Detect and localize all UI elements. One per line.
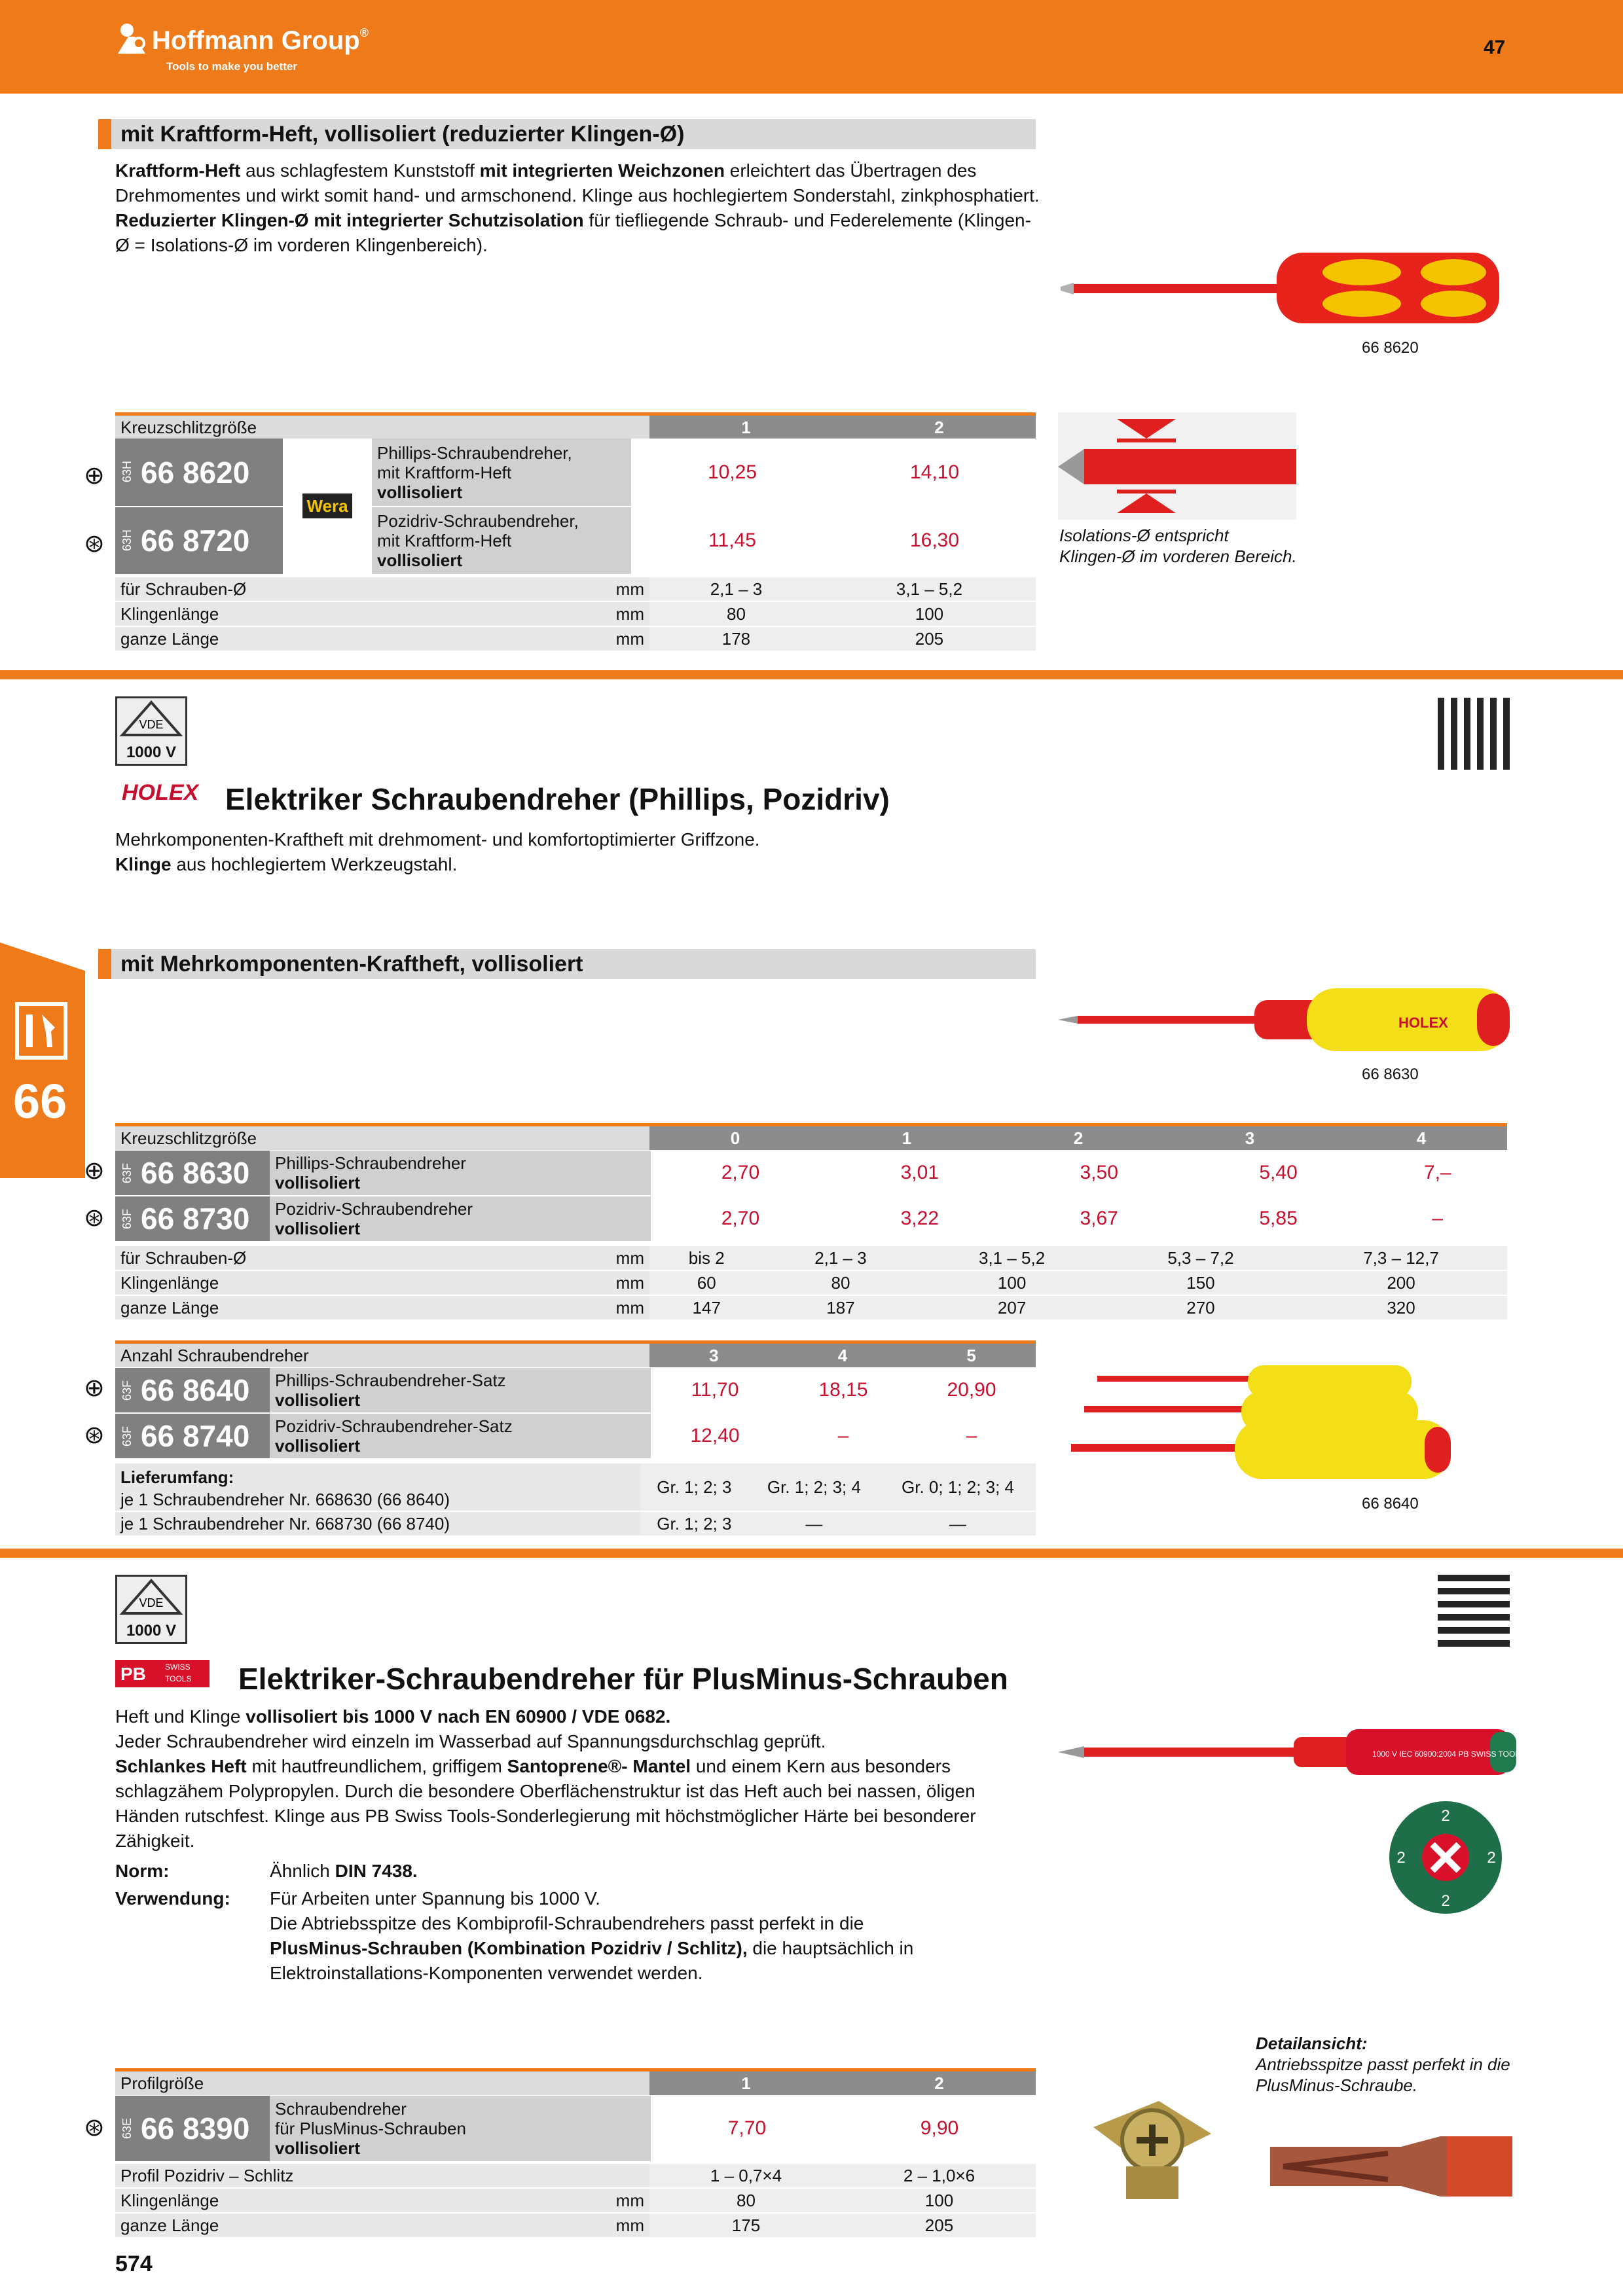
text-run: und einem Kern aus besonders schlagzähem Polypropylen. Durch die besondere Oberflächenstruktur ist das Heft auch bei nassen, öligen Händen rutschfest. Klinge aus PB Swiss Tools-Sonderlegierung mit höchstmöglicher Härte bei besonderer Zähigkeit. <box>115 1756 976 1851</box>
spec-value: 60 <box>649 1270 763 1295</box>
spec-unit <box>584 2164 649 2188</box>
price: 11,70 <box>651 1368 779 1413</box>
product-table-1-body <box>115 439 1036 575</box>
section1-description <box>115 158 1045 258</box>
spec-table-2 <box>115 1246 1507 1321</box>
svg-text:VDE: VDE <box>139 718 164 731</box>
spec-value: 80 <box>649 2188 843 2213</box>
cart-icon[interactable]: ⊛ <box>84 1204 105 1232</box>
spec-unit: mm <box>584 1295 649 1320</box>
cart-icon[interactable]: ⊛ <box>84 1422 105 1449</box>
price: 3,67 <box>1010 1196 1189 1242</box>
size-level: 0 <box>649 1125 821 1151</box>
price: 14,10 <box>833 439 1036 507</box>
delivery-table <box>115 1463 1036 1537</box>
spec-label: Klingenlänge <box>115 2188 584 2213</box>
screwdriver-set-image <box>1058 1361 1464 1486</box>
price: 16,30 <box>833 507 1036 575</box>
spec-value: 320 <box>1295 1295 1507 1320</box>
price: 3,50 <box>1010 1151 1189 1196</box>
size-header: Kreuzschlitzgröße <box>115 414 649 440</box>
product-table-3-body <box>115 2096 1036 2162</box>
text-run: Klinge <box>115 854 172 874</box>
spec-value: 3,1 – 5,2 <box>823 577 1036 601</box>
brand-tagline: Tools to make you better <box>166 60 297 73</box>
screwdriver-668630-image <box>1058 987 1510 1052</box>
product-description: Phillips-Schraubendreher-Satz vollisoliert <box>270 1368 651 1413</box>
price: 10,25 <box>631 439 833 507</box>
spec-value: 178 <box>649 626 823 651</box>
svg-text:VDE: VDE <box>139 1596 164 1609</box>
spec-label: ganze Länge <box>115 2213 584 2238</box>
cart-icon[interactable]: ⊕ <box>84 462 105 490</box>
spec-value: 205 <box>823 626 1036 651</box>
spec-value: 2,1 – 3 <box>649 577 823 601</box>
section3-description <box>115 1704 1032 1854</box>
holex-logo: HOLEX <box>122 780 199 805</box>
spec-label: Klingenlänge <box>115 1270 584 1295</box>
price: 9,90 <box>843 2096 1036 2162</box>
product-description: Pozidriv-Schraubendreher-Satz vollisoliert <box>270 1413 651 1459</box>
product-description: Phillips-Schraubendreher vollisoliert <box>270 1151 651 1196</box>
vde-label: 1000 V <box>126 1622 177 1640</box>
spec-value: 3,1 – 5,2 <box>917 1246 1106 1270</box>
spec-unit: mm <box>584 1246 649 1270</box>
detail-view-note: Detailansicht: Antriebsspitze passt perfekt in die PlusMinus-Schraube. <box>1256 2034 1510 2095</box>
page-number: 47 <box>1484 37 1506 58</box>
product-table-3 <box>115 2068 1036 2096</box>
spec-value: 2 – 1,0×6 <box>843 2164 1036 2188</box>
section2-title: Elektriker Schraubendreher (Phillips, Pozidriv) <box>225 782 890 816</box>
section2-bar: mit Mehrkomponenten-Kraftheft, vollisoliert <box>98 949 1036 979</box>
spec-value: 100 <box>917 1270 1106 1295</box>
size-header: Profilgröße <box>115 2070 649 2096</box>
text-run: vollisoliert bis 1000 V nach EN 60900 / VDE 0682. <box>246 1706 671 1727</box>
spec-label: ganze Länge <box>115 1295 584 1320</box>
price: 3,01 <box>830 1151 1010 1196</box>
spec-value: 147 <box>649 1295 763 1320</box>
bit-tip-image <box>1270 2134 1512 2199</box>
tools-category-icon <box>14 1001 68 1060</box>
product-table-1 <box>115 412 1036 440</box>
spec-unit: mm <box>584 2188 649 2213</box>
delivery-label: je 1 Schraubendreher Nr. 668730 (66 8740) <box>115 1511 640 1536</box>
article-number[interactable]: 63F 66 8740 <box>115 1413 270 1459</box>
spec-label: Profil Pozidriv – Schlitz <box>115 2164 584 2188</box>
svg-text:2: 2 <box>1396 1849 1406 1867</box>
qr-code-icon[interactable] <box>1438 1575 1510 1647</box>
spec-value: 175 <box>649 2213 843 2238</box>
text-run: Kraftform-Heft <box>115 160 241 181</box>
spec-label: für Schrauben-Ø <box>115 1246 584 1270</box>
section-divider <box>0 670 1623 679</box>
section3-title: Elektriker-Schraubendreher für PlusMinus-Schrauben <box>238 1662 1008 1696</box>
cart-icon[interactable]: ⊕ <box>84 1374 105 1402</box>
spec-label: für Schrauben-Ø <box>115 577 584 601</box>
set-table-body <box>115 1368 1036 1460</box>
detail-note: Isolations-Ø entspricht Klingen-Ø im vorderen Bereich. <box>1059 526 1297 566</box>
text-run: Schlankes Heft <box>115 1756 247 1776</box>
article-number[interactable]: 63E 66 8390 <box>115 2096 270 2162</box>
spec-value: 187 <box>763 1295 917 1320</box>
price: 7,– <box>1368 1151 1508 1196</box>
footer-page-number: 574 <box>115 2251 153 2276</box>
text-run: Jeder Schraubendreher wird einzeln im Wasserbad auf Spannungsdurchschlag geprüft. <box>115 1731 826 1751</box>
price: – <box>1368 1196 1508 1242</box>
svg-text:1000 V IEC 60900:2004 PB SW: 1000 V IEC 60900:2004 PB SWISS TOOLS <box>1372 1749 1516 1759</box>
delivery-value: Gr. 1; 2; 3; 4 <box>748 1463 880 1511</box>
qr-code-icon[interactable] <box>1438 698 1510 770</box>
language-code: DEE <box>1571 34 1582 56</box>
price: 2,70 <box>651 1196 830 1242</box>
norm-row: Norm: Ähnlich DIN 7438. <box>115 1861 418 1881</box>
wera-logo: Wera <box>283 439 372 575</box>
section1-bar: mit Kraftform-Heft, vollisoliert (reduzierter Klingen-Ø) <box>98 119 1036 149</box>
product-description: Pozidriv-Schraubendreher, mit Kraftform-Heft vollisoliert <box>372 507 631 575</box>
size-header: Anzahl Schraubendreher <box>115 1342 649 1369</box>
delivery-value: Gr. 1; 2; 3 <box>640 1511 748 1536</box>
spec-unit: mm <box>584 1270 649 1295</box>
image-caption: 66 8630 <box>1362 1066 1419 1083</box>
spec-table-1 <box>115 577 1036 652</box>
size-level: 2 <box>993 1125 1164 1151</box>
size-header: Kreuzschlitzgröße <box>115 1125 649 1151</box>
price: 7,70 <box>651 2096 843 2162</box>
size-level: 3 <box>1164 1125 1336 1151</box>
screwdriver-668390-image <box>1058 1725 1516 1778</box>
size-level: 5 <box>907 1342 1036 1369</box>
usage-row: Verwendung: Für Arbeiten unter Spannung bis 1000 V. Die Abtriebsspitze des Kombiprofil-Schraubendrehers passt perfekt in die PlusMinus-Schrauben (Kombination Pozidriv / Schlitz), die hauptsächlich in Elektroinstallations-Komponenten verwendet werden. <box>115 1888 914 1983</box>
product-table-2-body <box>115 1151 1507 1242</box>
svg-text:HOLEX: HOLEX <box>1398 1014 1448 1031</box>
spec-unit: mm <box>584 577 649 601</box>
hoffmann-logo-icon <box>115 21 148 55</box>
delivery-label: Lieferumfang: je 1 Schraubendreher Nr. 668630 (66 8640) <box>115 1463 640 1511</box>
price: 12,40 <box>651 1413 779 1459</box>
vde-1000v-icon <box>115 696 187 766</box>
size-level: 1 <box>649 414 843 440</box>
price: 11,45 <box>631 507 833 575</box>
delivery-value: — <box>880 1511 1036 1536</box>
product-description: Phillips-Schraubendreher, mit Kraftform-Heft vollisoliert <box>372 439 631 507</box>
price: 18,15 <box>779 1368 907 1413</box>
spec-unit: mm <box>584 2213 649 2238</box>
spec-table-3 <box>115 2164 1036 2238</box>
cart-icon[interactable]: ⊛ <box>84 530 105 558</box>
price: 3,22 <box>830 1196 1010 1242</box>
article-number[interactable]: 63H 66 8620 <box>115 439 283 507</box>
cart-icon[interactable]: ⊕ <box>84 1157 105 1185</box>
text-run: für tiefliegende Schraub- und Federelemente (Klingen-Ø = Isolations-Ø im vorderen Klingenbereich). <box>115 210 1031 255</box>
delivery-value: Gr. 0; 1; 2; 3; 4 <box>880 1463 1036 1511</box>
set-table <box>115 1340 1036 1369</box>
product-description: Pozidriv-Schraubendreher vollisoliert <box>270 1196 651 1242</box>
article-number[interactable]: 63H 66 8720 <box>115 507 283 575</box>
text-run: mit integrierten Weichzonen <box>479 160 725 181</box>
size-level: 2 <box>843 2070 1036 2096</box>
spec-value: 270 <box>1106 1295 1295 1320</box>
image-caption: 66 8620 <box>1362 339 1419 357</box>
spec-value: 100 <box>843 2188 1036 2213</box>
vde-1000v-icon <box>115 1575 187 1644</box>
image-caption: 66 8640 <box>1362 1495 1419 1513</box>
price: 2,70 <box>651 1151 830 1196</box>
spec-value: 2,1 – 3 <box>763 1246 917 1270</box>
spec-unit: mm <box>584 601 649 626</box>
spec-value: 200 <box>1295 1270 1507 1295</box>
spec-value: 80 <box>763 1270 917 1295</box>
size-level: 1 <box>649 2070 843 2096</box>
screwdriver-668620-image <box>1061 249 1506 327</box>
pb-swiss-tools-logo: PB SWISS TOOLS <box>115 1660 210 1687</box>
article-number[interactable]: 63F 66 8730 <box>115 1196 270 1242</box>
spec-label: ganze Länge <box>115 626 584 651</box>
spec-value: 7,3 – 12,7 <box>1295 1246 1507 1270</box>
spec-value: 205 <box>843 2213 1036 2238</box>
price: – <box>779 1413 907 1459</box>
product-description: Schraubendreher für PlusMinus-Schrauben vollisoliert <box>270 2096 651 2162</box>
spec-value: 80 <box>649 601 823 626</box>
text-run: Heft und Klinge <box>115 1706 246 1727</box>
plusminus-screw-image <box>1080 2088 1224 2206</box>
spec-label: Klingenlänge <box>115 601 584 626</box>
price: 5,40 <box>1189 1151 1368 1196</box>
article-number[interactable]: 63F 66 8630 <box>115 1151 270 1196</box>
price: 5,85 <box>1189 1196 1368 1242</box>
spec-value: 100 <box>823 601 1036 626</box>
size-level: 2 <box>843 414 1036 440</box>
size-level: 4 <box>778 1342 907 1369</box>
cart-icon[interactable]: ⊛ <box>84 2114 105 2142</box>
isolation-detail-image <box>1058 412 1296 520</box>
text-run: Reduzierter Klingen-Ø mit integrierter Schutzisolation <box>115 210 584 230</box>
handle-end-disc-image <box>1387 1799 1504 1916</box>
spec-value: bis 2 <box>649 1246 763 1270</box>
size-level: 1 <box>821 1125 993 1151</box>
spec-value: 1 – 0,7×4 <box>649 2164 843 2188</box>
delivery-value: Gr. 1; 2; 3 <box>640 1463 748 1511</box>
svg-text:2: 2 <box>1441 1807 1450 1825</box>
size-level: 3 <box>649 1342 778 1369</box>
price: – <box>907 1413 1036 1459</box>
delivery-value: — <box>748 1511 880 1536</box>
vde-label: 1000 V <box>126 744 177 761</box>
svg-text:2: 2 <box>1441 1892 1450 1910</box>
spec-value: 150 <box>1106 1270 1295 1295</box>
text-run: Mehrkomponenten-Kraftheft mit drehmoment- und komfortoptimierter Griffzone. <box>115 829 760 850</box>
article-number[interactable]: 63F 66 8640 <box>115 1368 270 1413</box>
spec-unit: mm <box>584 626 649 651</box>
brand-name: Hoffmann Group® <box>152 26 369 55</box>
text-run: aus hochlegiertem Werkzeugstahl. <box>171 854 458 874</box>
category-number: 66 <box>13 1074 67 1128</box>
section2-description <box>115 827 1032 877</box>
size-level: 4 <box>1336 1125 1507 1151</box>
text-run: aus schlagfestem Kunststoff <box>240 160 480 181</box>
text-run: mit hautfreundlichem, griffigem <box>246 1756 507 1776</box>
spec-value: 207 <box>917 1295 1106 1320</box>
spec-value: 5,3 – 7,2 <box>1106 1246 1295 1270</box>
price: 20,90 <box>907 1368 1036 1413</box>
section-divider <box>0 1549 1623 1558</box>
text-run: erleichtert das Übertragen des Drehmomentes und wirkt somit hand- und armschonend. Klinge aus hochlegiertem Sonderstahl, zinkphosphatiert. <box>115 160 1040 206</box>
svg-text:2: 2 <box>1487 1849 1496 1867</box>
product-table-2 <box>115 1123 1507 1151</box>
text-run: Santoprene®- Mantel <box>507 1756 691 1776</box>
